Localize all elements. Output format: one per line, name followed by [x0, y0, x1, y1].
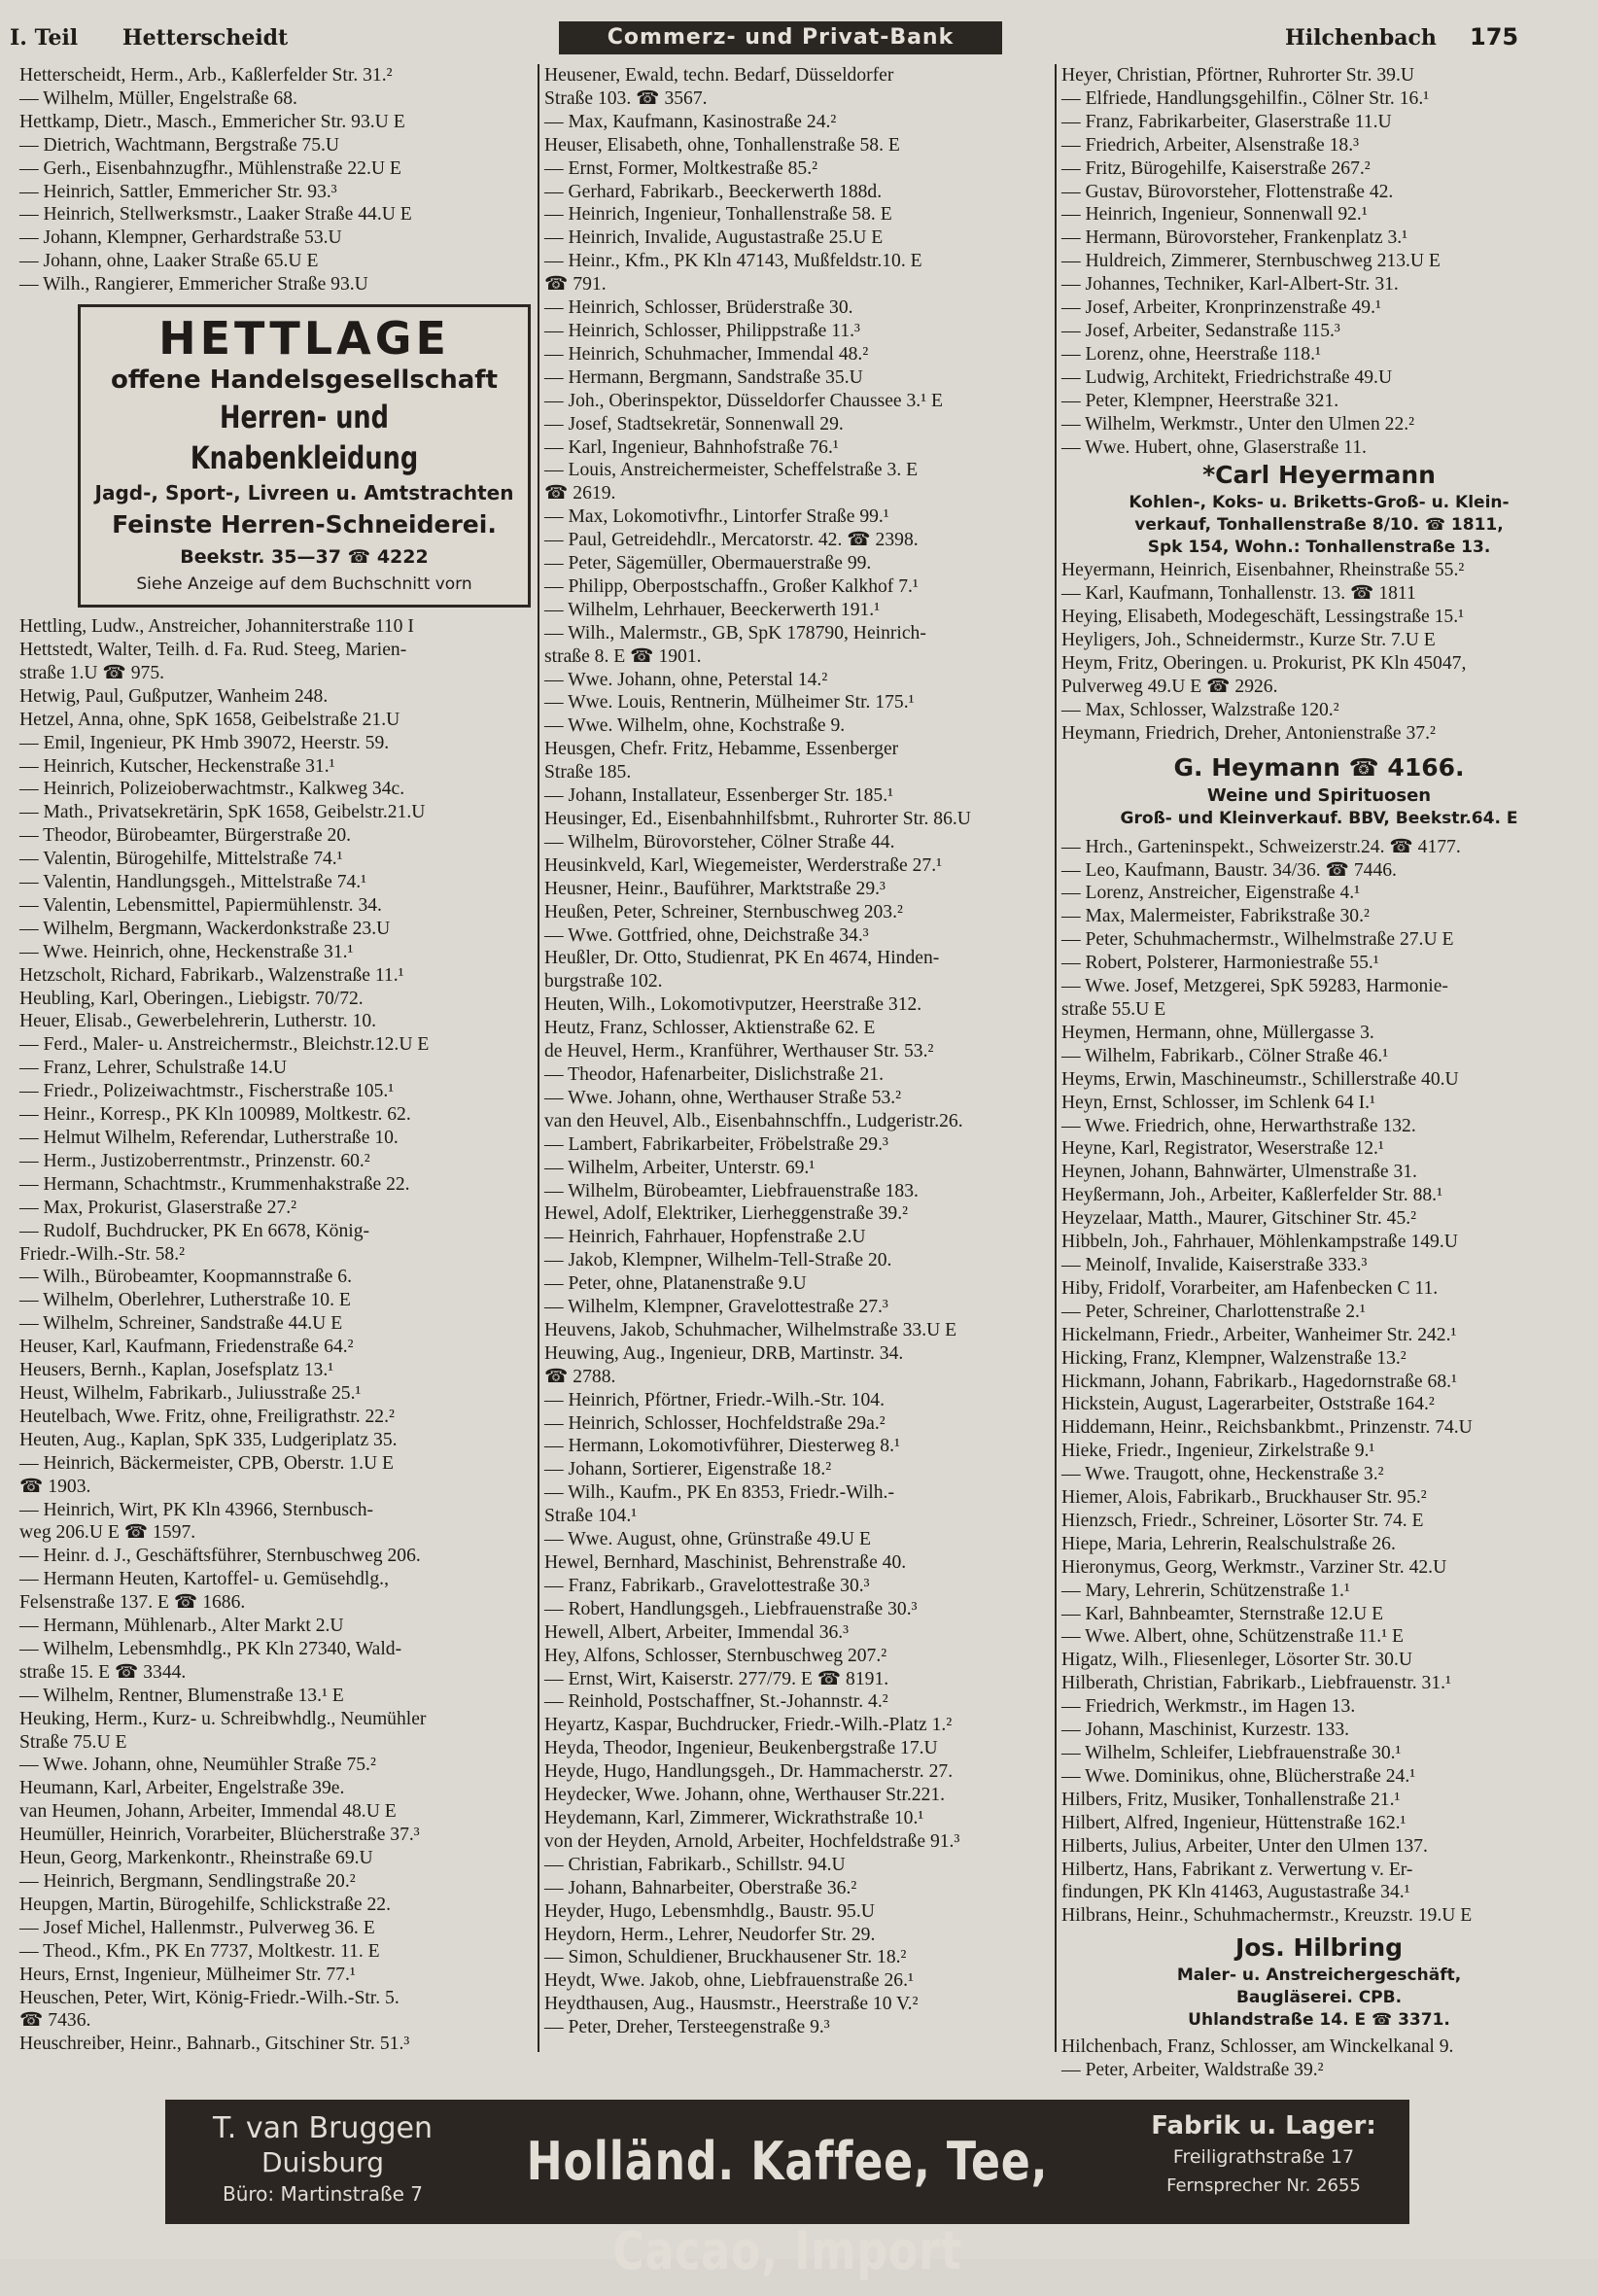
directory-entry: — Heinrich, Ingenieur, Sonnenwall 92.¹	[1061, 204, 1368, 226]
directory-entry: Heubling, Karl, Oberingen., Liebigstr. 70/72.	[19, 988, 364, 1009]
directory-entry: — Wilhelm, Fabrikarb., Cölner Straße 46.¹	[1061, 1045, 1389, 1066]
directory-entry: — Ferd., Maler- u. Anstreichermstr., Bleichstr.12.U E	[19, 1034, 430, 1056]
directory-entry: — Max, Schlosser, Walzstraße 120.²	[1061, 699, 1339, 720]
directory-entry: — Wilh., Bürobeamter, Koopmannstraße 6.	[19, 1267, 352, 1288]
directory-entry: Heydecker, Wwe. Johann, ohne, Werthauser Str.221.	[544, 1785, 946, 1806]
banner-city: Duisburg	[261, 2146, 384, 2178]
directory-entry: — Wwe. Hubert, ohne, Glaserstraße 11.	[1061, 436, 1367, 458]
directory-entry: — Heinrich, Sattler, Emmericher Str. 93.³	[19, 181, 337, 202]
directory-entry: Heumann, Karl, Arbeiter, Engelstraße 39e.	[19, 1778, 345, 1799]
banner-company-name: T. van Bruggen	[212, 2111, 433, 2145]
directory-entry: — Valentin, Bürogehilfe, Mittelstraße 74.¹	[19, 849, 343, 870]
directory-entry: Heuschreiber, Heinr., Bahnarb., Gitschiner Str. 51.³	[19, 2034, 410, 2055]
directory-entry: Hickstein, August, Lagerarbeiter, Oststraße 164.²	[1061, 1394, 1435, 1415]
directory-entry: — Max, Lokomotivfhr., Lintorfer Straße 99.¹	[544, 506, 889, 528]
directory-entry: — Theodor, Hafenarbeiter, Dislichstraße 21.	[544, 1063, 885, 1085]
directory-entry: straße 15. E ☎ 3344.	[19, 1661, 187, 1683]
directory-entry: Heumüller, Heinrich, Vorarbeiter, Blücherstraße 37.³	[19, 1825, 420, 1846]
directory-entry: — Mary, Lehrerin, Schützenstraße 1.¹	[1061, 1580, 1350, 1601]
column-2	[544, 64, 1052, 2057]
directory-entry: Heymann, Friedrich, Dreher, Antonienstraße 37.²	[1061, 722, 1436, 744]
directory-entry: Heutz, Franz, Schlosser, Aktienstraße 62. E	[544, 1018, 876, 1039]
directory-entry: — Friedrich, Arbeiter, Alsenstraße 18.³	[1061, 134, 1359, 156]
directory-entry: — Reinhold, Postschaffner, St.-Johannstr. 4.²	[544, 1691, 888, 1713]
directory-entry: — Wwe. Louis, Rentnerin, Mülheimer Str. 175.¹	[544, 692, 915, 713]
directory-entry: Hiemer, Alois, Fabrikarb., Bruckhauser Str. 95.²	[1061, 1487, 1427, 1509]
directory-entry: — Hermann, Bürovorsteher, Frankenplatz 3.¹	[1061, 227, 1408, 249]
directory-entry: Hilberath, Christian, Fabrikarb., Liebfrauenstr. 31.¹	[1061, 1673, 1451, 1694]
directory-entry: Heyda, Theodor, Ingenieur, Beukenbergstraße 17.U	[544, 1738, 938, 1759]
ad-hettlage	[78, 304, 531, 608]
directory-entry: — Franz, Lehrer, Schulstraße 14.U	[19, 1058, 288, 1079]
directory-entry: Heusner, Heinr., Bauführer, Marktstraße 29.³	[544, 878, 886, 899]
header-range: Hetterscheidt	[122, 25, 289, 51]
directory-entry: — Hrch., Garteninspekt., Schweizerstr.24. ☎ 4177.	[1061, 836, 1461, 857]
page-number: 175	[1470, 23, 1519, 51]
directory-entry: Hiddemann, Heinr., Reichsbankbmt., Prinzenstr. 74.U	[1061, 1417, 1473, 1439]
directory-entry: Heuwing, Aug., Ingenieur, DRB, Martinstr. 34.	[544, 1342, 904, 1364]
directory-entry: Heuser, Elisabeth, ohne, Tonhallenstraße 58. E	[544, 134, 900, 156]
directory-entry: — Johann, Installateur, Essenberger Str. 185.¹	[544, 785, 893, 807]
ad-hettlage-form: offene Handelsgesellschaft	[110, 365, 499, 396]
directory-entry: van den Heuvel, Alb., Eisenbahnschffn., Ludgeristr.26.	[544, 1110, 963, 1131]
ad-heymann-line1: Weine und Spirituosen	[1206, 784, 1432, 806]
directory-entry: — Peter, Schuhmachermstr., Wilhelmstraße 27.U E	[1061, 929, 1454, 951]
directory-entry: — Gerh., Eisenbahnzugfhr., Mühlenstraße 22.U E	[19, 157, 401, 179]
directory-entry: — Hermann, Lokomotivführer, Diesterweg 8.¹	[544, 1436, 900, 1457]
directory-entry: — Herm., Justizoberrentmstr., Prinzenstr. 60.²	[19, 1150, 370, 1171]
directory-entry: Heusers, Bernh., Kaplan, Josefsplatz 13.¹	[19, 1360, 334, 1381]
directory-entry: — Peter, Klempner, Heerstraße 321.	[1061, 390, 1339, 411]
bottom-banner-ad	[165, 2100, 1409, 2281]
directory-entry: Straße 75.U E	[19, 1731, 127, 1753]
directory-entry: — Heinrich, Stellwerksmstr., Laaker Straße 44.U E	[19, 204, 412, 226]
directory-entry: Heuten, Aug., Kaplan, SpK 335, Ludgeriplatz 35.	[19, 1429, 398, 1450]
directory-entry: Heynen, Johann, Bahnwärter, Ulmenstraße 31.	[1061, 1162, 1417, 1183]
col1-entries-bottom	[19, 615, 535, 2056]
directory-entry: — Lambert, Fabrikarbeiter, Fröbelstraße 29.³	[544, 1133, 888, 1155]
directory-entry: — Wilhelm, Schreiner, Sandstraße 44.U E	[19, 1313, 343, 1335]
col1-entries-top	[19, 64, 535, 296]
directory-entry: — Wilhelm, Schleifer, Liebfrauenstraße 30.¹	[1061, 1743, 1402, 1763]
directory-entry: — Wilhelm, Arbeiter, Unterstr. 69.¹	[544, 1157, 816, 1178]
directory-entry: burgstraße 102.	[544, 971, 663, 992]
directory-entry: ☎ 791.	[544, 274, 607, 296]
directory-entry: Heuvens, Jakob, Schuhmacher, Wilhelmstraße 33.U E	[544, 1319, 957, 1340]
ad-heyermann-line1: Kohlen-, Koks- u. Briketts-Groß- u. Klein-	[1129, 493, 1510, 513]
directory-entry: Heust, Wilhelm, Fabrikarb., Juliusstraße 25.¹	[19, 1382, 362, 1404]
directory-entry: — Valentin, Handlungsgeh., Mittelstraße 74.¹	[19, 872, 367, 893]
directory-entry: — Josef, Arbeiter, Sedanstraße 115.³	[1061, 320, 1340, 341]
directory-entry: — Karl, Kaufmann, Tonhallenstr. 13. ☎ 1811	[1061, 583, 1416, 605]
banner-fabrik-address: Freiligrathstraße 17	[1172, 2146, 1355, 2168]
directory-entry: — Peter, Arbeiter, Waldstraße 39.²	[1061, 2060, 1324, 2081]
directory-entry: Heusinger, Ed., Eisenbahnhilfsbmt., Ruhrorter Str. 86.U	[544, 809, 971, 829]
directory-entry: — Wilh., Rangierer, Emmericher Straße 93.U	[19, 274, 368, 296]
directory-entry: Heyermann, Heinrich, Eisenbahner, Rheinstraße 55.²	[1061, 560, 1465, 581]
column-rule-2	[1055, 64, 1057, 2052]
header-place: Hilchenbach	[1285, 25, 1437, 51]
directory-entry: ☎ 1903.	[19, 1476, 91, 1497]
directory-entry: Hiby, Fridolf, Vorarbeiter, am Hafenbecken C 11.	[1061, 1277, 1439, 1299]
directory-entry: — Johann, Klempner, Gerhardstraße 53.U	[19, 227, 342, 249]
directory-entry: — Christian, Fabrikarb., Schillstr. 94.U	[544, 1854, 846, 1875]
directory-entry: — Heinr. d. J., Geschäftsführer, Sternbuschweg 206.	[19, 1546, 421, 1567]
directory-entry: Higatz, Wilh., Fliesenleger, Lösorter Str. 30.U	[1061, 1650, 1413, 1671]
directory-entry: — Gustav, Bürovorsteher, Flottenstraße 42.	[1061, 181, 1394, 202]
directory-entry: ☎ 2619.	[544, 483, 616, 504]
directory-entry: Friedr.-Wilh.-Str. 58.²	[19, 1243, 185, 1265]
directory-entry: Heydemann, Karl, Zimmerer, Wickrathstraße 10.¹	[544, 1807, 924, 1828]
directory-entry: — Friedrich, Werkmstr., im Hagen 13.	[1061, 1696, 1356, 1718]
directory-entry: — Max, Prokurist, Glaserstraße 27.²	[19, 1197, 297, 1218]
directory-entry: Straße 185.	[544, 762, 632, 783]
directory-entry: — Franz, Fabrikarbeiter, Glaserstraße 11.U	[1061, 111, 1392, 132]
directory-entry: Heyder, Hugo, Lebensmhdlg., Baustr. 95.U	[544, 1900, 875, 1922]
ad-heymann-name: G. Heymann ☎ 4166.	[1173, 752, 1465, 782]
ad-hettlage-line2: Jagd-, Sport-, Livreen u. Amtstrachten	[94, 481, 514, 505]
directory-entry: — Hermann Heuten, Kartoffel- u. Gemüsehdlg.,	[19, 1569, 389, 1590]
ad-heyermann-name: *Carl Heyermann	[1202, 461, 1436, 490]
directory-entry: — Max, Malermeister, Fabrikstraße 30.²	[1061, 906, 1370, 927]
banner-phone: Fernsprecher Nr. 2655	[1166, 2175, 1361, 2196]
directory-entry: ☎ 2788.	[544, 1366, 616, 1387]
col3-entries-c	[1061, 836, 1577, 1929]
directory-entry: Heydorn, Herm., Lehrer, Neudorfer Str. 29.	[544, 1924, 876, 1945]
directory-entry: — Heinrich, Schlosser, Philippstraße 11.³	[544, 320, 860, 341]
directory-entry: — Gerhard, Fabrikarb., Beeckerwerth 188d.	[544, 181, 883, 202]
directory-entry: Hibbeln, Joh., Fahrhauer, Möhlenkampstraße 149.U	[1061, 1232, 1458, 1253]
directory-entry: Heydt, Wwe. Jakob, ohne, Liebfrauenstraße 26.¹	[544, 1970, 914, 1992]
directory-entry: — Ludwig, Architekt, Friedrichstraße 49.U	[1061, 366, 1393, 388]
directory-entry: Hieke, Friedr., Ingenieur, Zirkelstraße 9.¹	[1061, 1441, 1375, 1462]
directory-entry: — Robert, Handlungsgeh., Liebfrauenstraße 30.³	[544, 1598, 918, 1619]
ad-heyermann	[1061, 459, 1577, 559]
directory-entry: — Josef, Arbeiter, Kronprinzenstraße 49.¹	[1061, 297, 1381, 319]
directory-entry: — Josef, Stadtsekretär, Sonnenwall 29.	[544, 413, 844, 435]
directory-entry: — Friedr., Polizeiwachtmstr., Fischerstraße 105.¹	[19, 1081, 395, 1102]
directory-entry: — Wwe. Gottfried, ohne, Deichstraße 34.³	[544, 924, 869, 946]
directory-entry: — Heinrich, Wirt, PK Kln 43966, Sternbusch-	[19, 1499, 374, 1520]
directory-entry: Hickelmann, Friedr., Arbeiter, Wanheimer Str. 242.¹	[1061, 1324, 1457, 1345]
ad-hettlage-line1: Herren- und Knabenkleidung	[190, 399, 419, 477]
directory-entry: — Peter, Sägemüller, Obermauerstraße 99.	[544, 553, 872, 574]
directory-entry: — Hermann, Mühlenarb., Alter Markt 2.U	[19, 1616, 344, 1637]
directory-entry: — Wilhelm, Lebensmhdlg., PK Kln 27340, Wald-	[19, 1638, 402, 1659]
directory-entry: Heydthausen, Aug., Hausmstr., Heerstraße 10 V.²	[544, 1994, 919, 2015]
directory-entry: — Meinolf, Invalide, Kaiserstraße 333.³	[1061, 1254, 1368, 1275]
directory-entry: — Wwe. Johann, ohne, Werthauser Straße 53.²	[544, 1087, 902, 1108]
directory-entry: — Johann, Sortierer, Eigenstraße 18.²	[544, 1459, 832, 1480]
directory-entry: Heyne, Karl, Registrator, Weserstraße 12.¹	[1061, 1138, 1384, 1160]
col3-entries-a	[1061, 64, 1577, 459]
directory-entry: — Valentin, Lebensmittel, Papiermühlenstr. 34.	[19, 894, 382, 916]
col3-entries-d	[1061, 2035, 1577, 2082]
directory-entry: — Elfriede, Handlungsgehilfin., Cölner Str. 16.¹	[1061, 87, 1430, 109]
header-left	[10, 25, 325, 51]
directory-entry: straße 1.U ☎ 975.	[19, 662, 165, 683]
directory-entry: — Huldreich, Zimmerer, Sternbuschweg 213.U E	[1061, 251, 1441, 272]
directory-entry: — Heinr., Korresp., PK Kln 100989, Moltkestr. 62.	[19, 1104, 411, 1126]
banner-right	[1128, 2109, 1400, 2201]
header-bank-banner: Commerz- und Privat-Bank	[559, 21, 1002, 54]
directory-entry: Heyartz, Kaspar, Buchdrucker, Friedr.-Wilh.-Platz 1.²	[544, 1715, 953, 1736]
directory-entry: — Simon, Schuldiener, Bruckhausener Str. 18.²	[544, 1947, 907, 1968]
directory-entry: Pulverweg 49.U E ☎ 2926.	[1061, 676, 1278, 697]
directory-entry: Hewel, Adolf, Elektriker, Lierheggenstraße 39.²	[544, 1203, 908, 1225]
directory-entry: Heyde, Hugo, Handlungsgeh., Dr. Hammacherstr. 27.	[544, 1761, 954, 1783]
directory-entry: — Math., Privatsekretärin, SpK 1658, Geibelstr.21.U	[19, 802, 426, 823]
directory-entry: Heyßermann, Joh., Arbeiter, Kaßlerfelder Str. 88.¹	[1061, 1185, 1442, 1206]
directory-entry: — Lorenz, ohne, Heerstraße 118.¹	[1061, 343, 1321, 365]
directory-entry: Hilbers, Fritz, Musiker, Tonhallenstraße 21.¹	[1061, 1789, 1401, 1810]
directory-entry: Hewel, Bernhard, Maschinist, Behrenstraße 40.	[544, 1552, 907, 1573]
directory-entry: — Helmut Wilhelm, Referendar, Lutherstraße 10.	[19, 1128, 399, 1148]
directory-entry: Heusinkveld, Karl, Wiegemeister, Werderstraße 27.¹	[544, 854, 942, 876]
ad-heymann-line2: Groß- und Kleinverkauf. BBV, Beekstr.64. E	[1120, 808, 1518, 828]
directory-entry: — Heinrich, Pförtner, Friedr.-Wilh.-Str. 104.	[544, 1389, 885, 1410]
directory-entry: Hilbrans, Heinr., Schuhmachermstr., Kreuzstr. 19.U E	[1061, 1905, 1473, 1927]
directory-entry: — Karl, Bahnbeamter, Sternstraße 12.U E	[1061, 1603, 1384, 1624]
directory-entry: — Lorenz, Anstreicher, Eigenstraße 4.¹	[1061, 883, 1361, 904]
directory-entry: — Louis, Anstreichermeister, Scheffelstraße 3. E	[544, 460, 919, 481]
directory-entry: Hettling, Ludw., Anstreicher, Johanniterstraße 110 I	[19, 616, 414, 638]
directory-entry: Hey, Alfons, Schlosser, Sternbuschweg 207.²	[544, 1645, 887, 1666]
directory-entry: — Hermann, Schachtmstr., Krummenhakstraße 22.	[19, 1173, 410, 1195]
ad-heymann	[1061, 751, 1577, 830]
directory-entry: — Leo, Kaufmann, Baustr. 34/36. ☎ 7446.	[1061, 859, 1397, 881]
col3-entries-b	[1061, 559, 1577, 745]
directory-entry: Heusgen, Chefr. Fritz, Hebamme, Essenberger	[544, 739, 899, 760]
ad-heyermann-line2: verkauf, Tonhallenstraße 8/10. ☎ 1811,	[1134, 515, 1504, 536]
directory-entry: Felsenstraße 137. E ☎ 1686.	[19, 1592, 246, 1614]
directory-entry: Heuschen, Peter, Wirt, König-Friedr.-Wilh.-Str. 5.	[19, 1987, 400, 2008]
directory-entry: Heupgen, Martin, Bürogehilfe, Schlickstraße 22.	[19, 1894, 391, 1915]
directory-entry: — Joh., Oberinspektor, Düsseldorfer Chaussee 3.¹ E	[544, 390, 943, 411]
ad-hettlage-line3: Feinste Herren-Schneiderei.	[112, 510, 497, 539]
directory-entry: Straße 103. ☎ 3567.	[544, 87, 708, 109]
directory-entry: Heying, Elisabeth, Modegeschäft, Lessingstraße 15.¹	[1061, 607, 1464, 628]
directory-entry: — Peter, Schreiner, Charlottenstraße 2.¹	[1061, 1301, 1366, 1322]
directory-entry: Heurs, Ernst, Ingenieur, Mülheimer Str. 77.¹	[19, 1964, 356, 1985]
directory-entry: straße 55.U E	[1061, 999, 1166, 1020]
directory-entry: — Theod., Kfm., PK En 7737, Moltkestr. 11. E	[19, 1940, 380, 1962]
directory-entry: — Dietrich, Wachtmann, Bergstraße 75.U	[19, 134, 340, 156]
directory-entry: — Wwe. Albert, ohne, Schützenstraße 11.¹ E	[1061, 1626, 1404, 1648]
directory-entry: — Philipp, Oberpostschaffn., Großer Kalkhof 7.¹	[544, 575, 919, 597]
directory-entry: — Wilhelm, Müller, Engelstraße 68.	[19, 87, 297, 109]
directory-entry: — Wilhelm, Bürobeamter, Liebfrauenstraße 183.	[544, 1180, 919, 1201]
ad-hettlage-note: Siehe Anzeige auf dem Buchschnitt vorn	[136, 574, 472, 595]
directory-entry: Heuer, Elisab., Gewerbelehrerin, Lutherstr. 10.	[19, 1011, 377, 1032]
directory-entry: — Fritz, Bürogehilfe, Kaiserstraße 267.²	[1061, 157, 1371, 179]
directory-entry: findungen, PK Kln 41463, Augustastraße 34.¹	[1061, 1882, 1410, 1903]
directory-entry: Hickmann, Johann, Fabrikarb., Hagedornstraße 68.¹	[1061, 1371, 1457, 1392]
directory-entry: — Emil, Ingenieur, PK Hmb 39072, Heerstr. 59.	[19, 732, 390, 753]
directory-entry: de Heuvel, Herm., Kranführer, Werthauser Str. 53.²	[544, 1041, 934, 1062]
directory-entry: Hettkamp, Dietr., Masch., Emmericher Str. 93.U E	[19, 111, 405, 132]
directory-entry: — Peter, Dreher, Tersteegenstraße 9.³	[544, 2017, 830, 2038]
directory-entry: Hettstedt, Walter, Teilh. d. Fa. Rud. Steeg, Marien-	[19, 639, 407, 660]
directory-entry: — Wilhelm, Oberlehrer, Lutherstraße 10. E	[19, 1290, 351, 1311]
directory-entry: Heuser, Karl, Kaufmann, Friedenstraße 64.²	[19, 1337, 354, 1358]
directory-entry: Hicking, Franz, Klempner, Walzenstraße 13.²	[1061, 1347, 1407, 1369]
directory-entry: Hetzscholt, Richard, Fabrikarb., Walzenstraße 11.¹	[19, 964, 404, 986]
directory-entry: — Heinrich, Polizeioberwachtmstr., Kalkweg 34c.	[19, 779, 405, 800]
directory-entry: Heun, Georg, Markenkontr., Rheinstraße 69.U	[19, 1848, 373, 1869]
ad-hilbring-line2: Baugläserei. CPB.	[1235, 1988, 1403, 2008]
directory-entry: Heyn, Ernst, Schlosser, im Schlenk 64 I.¹	[1061, 1092, 1375, 1113]
directory-entry: — Ernst, Wirt, Kaiserstr. 277/79. E ☎ 8191.	[544, 1668, 889, 1689]
directory-entry: — Heinrich, Fahrhauer, Hopfenstraße 2.U	[544, 1227, 866, 1248]
directory-entry: — Ernst, Former, Moltkestraße 85.²	[544, 157, 817, 179]
banner-slogan: Holländ. Kaffee, Tee, Cacao, Import	[526, 2131, 1049, 2281]
directory-entry: Heußen, Peter, Schreiner, Sternbuschweg 203.²	[544, 901, 903, 922]
directory-entry: — Johann, ohne, Laaker Straße 65.U E	[19, 251, 319, 272]
ad-hilbring-line3: Uhlandstraße 14. E ☎ 3371.	[1188, 2010, 1450, 2031]
ad-hettlage-name: HETTLAGE	[158, 312, 450, 365]
directory-entry: — Paul, Getreidehdlr., Mercatorstr. 42. ☎ 2398.	[544, 530, 919, 551]
directory-entry: — Heinrich, Schlosser, Hochfeldstraße 29a.²	[544, 1412, 886, 1434]
directory-entry: Heutelbach, Wwe. Fritz, ohne, Freiligrathstr. 22.²	[19, 1406, 395, 1427]
directory-entry: — Wwe. Dominikus, ohne, Blücherstraße 24.¹	[1061, 1765, 1416, 1787]
directory-entry: — Wilhelm, Rentner, Blumenstraße 13.¹ E	[19, 1685, 344, 1706]
directory-entry: Heuking, Herm., Kurz- u. Schreibwhdlg., Neumühler	[19, 1708, 427, 1729]
directory-entry: — Wilhelm, Bürovorsteher, Cölner Straße 44.	[544, 831, 895, 852]
banner-office: Büro: Martinstraße 7	[222, 2182, 424, 2206]
directory-entry: — Wwe. Johann, ohne, Peterstal 14.²	[544, 669, 828, 690]
directory-entry: Straße 104.¹	[544, 1506, 638, 1527]
directory-entry: — Johann, Maschinist, Kurzestr. 133.	[1061, 1720, 1350, 1741]
directory-entry: Hetzel, Anna, ohne, SpK 1658, Geibelstraße 21.U	[19, 709, 400, 730]
ad-hilbring-line1: Maler- u. Anstreichergeschäft,	[1176, 1966, 1462, 1986]
directory-entry: Heußler, Dr. Otto, Studienrat, PK En 4674, Hinden-	[544, 948, 940, 969]
directory-entry: Heyms, Erwin, Maschineumstr., Schillerstraße 40.U	[1061, 1068, 1459, 1090]
directory-entry: — Wwe. August, ohne, Grünstraße 49.U E	[544, 1529, 871, 1550]
directory-entry: van Heumen, Johann, Arbeiter, Immendal 48.U E	[19, 1801, 397, 1823]
directory-entry: — Heinrich, Invalide, Augustastraße 25.U E	[544, 227, 884, 249]
directory-entry: straße 8. E ☎ 1901.	[544, 645, 702, 667]
directory-entry: — Karl, Ingenieur, Bahnhofstraße 76.¹	[544, 436, 839, 458]
directory-entry: Hetterscheidt, Herm., Arb., Kaßlerfelder Str. 31.²	[19, 65, 393, 86]
directory-entry: Heuten, Wilh., Lokomotivputzer, Heerstraße 312.	[544, 994, 922, 1016]
directory-entry: — Theodor, Bürobeamter, Bürgerstraße 20.	[19, 825, 352, 847]
directory-entry: Heym, Fritz, Oberingen. u. Prokurist, PK Kln 45047,	[1061, 653, 1467, 675]
directory-entry: Heyzelaar, Matth., Maurer, Gitschiner Str. 45.²	[1061, 1208, 1417, 1230]
directory-entry: — Max, Kaufmann, Kasinostraße 24.²	[544, 111, 837, 132]
directory-entry: — Robert, Polsterer, Harmoniestraße 55.¹	[1061, 953, 1379, 974]
directory-entry: — Heinrich, Bäckermeister, CPB, Oberstr. 1.U E	[19, 1452, 395, 1474]
banner-fabrik: Fabrik u. Lager:	[1151, 2111, 1376, 2140]
directory-entry: — Wwe. Heinrich, ohne, Heckenstraße 31.¹	[19, 941, 354, 962]
directory-entry: — Wilh., Malermstr., GB, SpK 178790, Heinrich-	[544, 622, 926, 644]
page-header	[10, 21, 1584, 60]
column-1	[19, 64, 535, 2057]
directory-entry: Hewell, Albert, Arbeiter, Immendal 36.³	[544, 1621, 850, 1643]
directory-entry: — Franz, Fabrikarb., Gravelottestraße 30.³	[544, 1575, 870, 1596]
directory-entry: Hilbertz, Hans, Fabrikant z. Verwertung v. Er-	[1061, 1859, 1413, 1880]
directory-entry: — Wwe. Johann, ohne, Neumühler Straße 75.²	[19, 1755, 376, 1776]
header-part: I. Teil	[10, 25, 79, 51]
directory-entry: — Heinrich, Kutscher, Heckenstraße 31.¹	[19, 755, 335, 777]
directory-entry: ☎ 7436.	[19, 2010, 91, 2032]
directory-entry: — Rudolf, Buchdrucker, PK En 6678, König-	[19, 1220, 370, 1241]
directory-entry: Hiepe, Maria, Lehrerin, Realschulstraße 26.	[1061, 1533, 1396, 1554]
directory-entry: — Wilhelm, Bergmann, Wackerdonkstraße 23.U	[19, 918, 391, 939]
directory-entry: — Heinrich, Schuhmacher, Immendal 48.²	[544, 343, 869, 365]
ad-hilbring-name: Jos. Hilbring	[1234, 1933, 1404, 1963]
directory-entry: Hetwig, Paul, Gußputzer, Wanheim 248.	[19, 685, 329, 707]
directory-entry: — Wilhelm, Lehrhauer, Beeckerwerth 191.¹	[544, 599, 881, 620]
column-3	[1061, 64, 1577, 2081]
directory-entry: — Heinrich, Ingenieur, Tonhallenstraße 58. E	[544, 204, 892, 226]
directory-entry: — Heinr., Kfm., PK Kln 47143, Mußfeldstr.10. E	[544, 251, 922, 272]
ad-hilbring	[1061, 1931, 1577, 2032]
directory-entry: Heyer, Christian, Pförtner, Ruhrorter Str. 39.U	[1061, 65, 1415, 86]
col2-entries	[544, 64, 1052, 2039]
directory-entry: Hieronymus, Georg, Werkmstr., Varziner Str. 42.U	[1061, 1556, 1447, 1578]
ad-hettlage-address: Beekstr. 35—37 ☎ 4222	[180, 546, 429, 569]
directory-entry: — Wwe. Wilhelm, ohne, Kochstraße 9.	[544, 715, 846, 737]
directory-entry: Hilberts, Julius, Arbeiter, Unter den Ulmen 137.	[1061, 1835, 1428, 1857]
directory-entry: Hienzsch, Friedr., Schreiner, Lösorter Str. 74. E	[1061, 1510, 1424, 1531]
directory-entry: — Jakob, Klempner, Wilhelm-Tell-Straße 20.	[544, 1250, 892, 1271]
directory-entry: — Wilhelm, Klempner, Gravelottestraße 27.³	[544, 1297, 888, 1318]
directory-entry: — Wwe. Traugott, ohne, Heckenstraße 3.²	[1061, 1464, 1384, 1485]
directory-entry: Heusener, Ewald, techn. Bedarf, Düsseldorfer	[544, 65, 894, 86]
directory-entry: — Johannes, Techniker, Karl-Albert-Str. 31.	[1061, 274, 1399, 296]
directory-entry: — Hermann, Bergmann, Sandstraße 35.U	[544, 366, 863, 388]
ad-heyermann-line3: Spk 154, Wohn.: Tonhallenstraße 13.	[1147, 538, 1491, 558]
directory-entry: von der Heyden, Arnold, Arbeiter, Hochfeldstraße 91.³	[544, 1830, 960, 1852]
banner-left	[177, 2111, 469, 2209]
column-rule-1	[538, 64, 539, 2052]
directory-entry: — Wwe. Friedrich, ohne, Herwarthstraße 132.	[1061, 1115, 1416, 1136]
directory-entry: Heymen, Hermann, ohne, Müllergasse 3.	[1061, 1022, 1374, 1043]
directory-entry: — Wilhelm, Werkmstr., Unter den Ulmen 22.²	[1061, 413, 1415, 435]
directory-entry: — Heinrich, Bergmann, Sendlingstraße 20.²	[19, 1871, 356, 1892]
directory-entry: Heyligers, Joh., Schneidermstr., Kurze Str. 7.U E	[1061, 630, 1436, 651]
directory-entry: — Josef Michel, Hallenmstr., Pulverweg 36. E	[19, 1917, 375, 1938]
directory-entry: — Heinrich, Schlosser, Brüderstraße 30.	[544, 297, 853, 319]
directory-entry: — Johann, Bahnarbeiter, Oberstraße 36.²	[544, 1877, 857, 1898]
directory-entry: Hilbert, Alfred, Ingenieur, Hüttenstraße 162.¹	[1061, 1812, 1407, 1833]
directory-entry: — Wilh., Kaufm., PK En 8353, Friedr.-Wilh.-	[544, 1482, 894, 1504]
directory-entry: — Peter, ohne, Platanenstraße 9.U	[544, 1273, 807, 1295]
directory-entry: — Wwe. Josef, Metzgerei, SpK 59283, Harmonie-	[1061, 976, 1448, 997]
directory-entry: weg 206.U E ☎ 1597.	[19, 1522, 196, 1544]
directory-entry: Hilchenbach, Franz, Schlosser, am Winckelkanal 9.	[1061, 2036, 1454, 2058]
